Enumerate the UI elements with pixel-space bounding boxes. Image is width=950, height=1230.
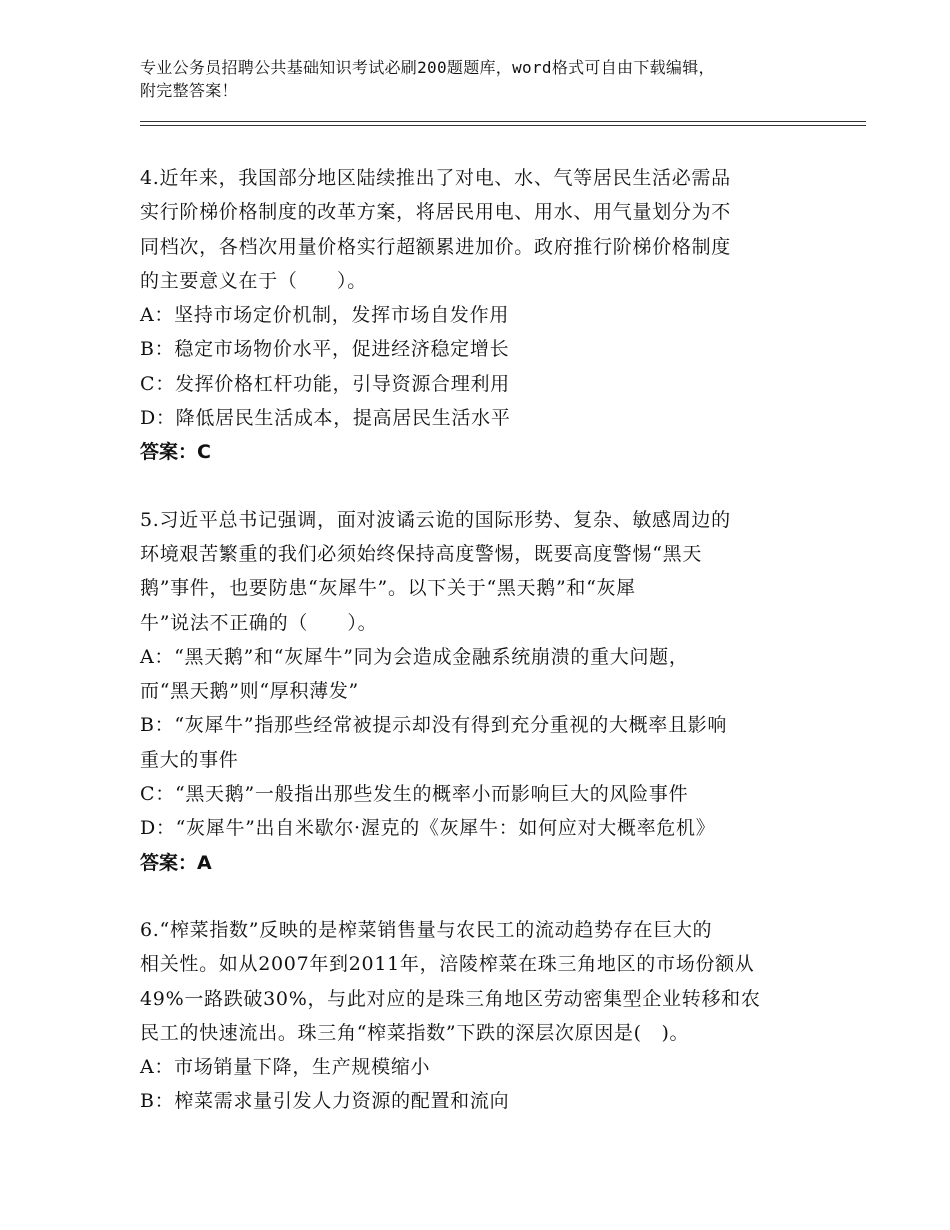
option-b bbox=[140, 708, 820, 777]
stem-line: 的主要意义在于（ ）。 bbox=[140, 269, 367, 292]
option-line: 而“黑天鹅”则“厚积薄发” bbox=[140, 680, 359, 703]
header-line: 附完整答案！ bbox=[140, 81, 238, 100]
stem-line: 牛”说法不正确的（ ）。 bbox=[140, 611, 378, 634]
option-b bbox=[140, 1084, 820, 1118]
option-line: A：市场销量下降，生产规模缩小 bbox=[140, 1056, 431, 1079]
question-list bbox=[140, 161, 820, 1152]
stem-line: 49%一路跌破30%，与此对应的是珠三角地区劳动密集型企业转移和农 bbox=[140, 987, 761, 1010]
header-divider bbox=[140, 121, 866, 122]
option-d bbox=[140, 811, 820, 845]
stem-line: 相关性。如从2007年到2011年，涪陵榨菜在珠三角地区的市场份额从 bbox=[140, 953, 755, 976]
option-line: C：发挥价格杠杆功能，引导资源合理利用 bbox=[140, 372, 510, 395]
option-line: C：“黑天鹅”一般指出那些发生的概率小而影响巨大的风险事件 bbox=[140, 783, 689, 806]
stem-line: 鹅”事件，也要防患“灰犀牛”。以下关于“黑天鹅”和“灰犀 bbox=[140, 577, 636, 600]
stem-line: 实行阶梯价格制度的改革方案，将居民用电、用水、用气量划分为不 bbox=[140, 201, 732, 224]
stem-line: 同档次，各档次用量价格实行超额累进加价。政府推行阶梯价格制度 bbox=[140, 235, 732, 258]
option-a bbox=[140, 1050, 820, 1084]
option-b bbox=[140, 332, 820, 366]
option-line: A：坚持市场定价机制，发挥市场自发作用 bbox=[140, 304, 510, 327]
option-line: B：榨菜需求量引发人力资源的配置和流向 bbox=[140, 1090, 510, 1113]
stem-line: 5.习近平总书记强调，面对波谲云诡的国际形势、复杂、敏感周边的 bbox=[140, 508, 731, 531]
option-c bbox=[140, 367, 820, 401]
option-line: D：“灰犀牛”出自米歇尔·渥克的《灰犀牛：如何应对大概率危机》 bbox=[140, 817, 716, 840]
header-line: 专业公务员招聘公共基础知识考试必刷200题题库，word格式可自由下载编辑， bbox=[140, 58, 715, 77]
option-line: B：稳定市场物价水平，促进经济稳定增长 bbox=[140, 338, 510, 361]
question-stem bbox=[140, 503, 820, 640]
option-d bbox=[140, 401, 820, 435]
option-line: A：“黑天鹅”和“灰犀牛”同为会造成金融系统崩溃的重大问题， bbox=[140, 645, 689, 668]
question-stem bbox=[140, 161, 820, 298]
option-line: D：降低居民生活成本，提高居民生活水平 bbox=[140, 407, 511, 430]
document-header bbox=[140, 56, 830, 102]
answer-line: 答案：C bbox=[140, 441, 211, 464]
header-divider bbox=[140, 125, 866, 126]
stem-line: 4.近年来，我国部分地区陆续推出了对电、水、气等居民生活必需品 bbox=[140, 167, 731, 189]
option-line: B：“灰犀牛”指那些经常被提示却没有得到充分重视的大概率且影响 bbox=[140, 714, 728, 737]
question-block bbox=[140, 161, 820, 470]
option-line: 重大的事件 bbox=[140, 748, 239, 771]
option-c bbox=[140, 777, 820, 811]
question-block bbox=[140, 913, 820, 1119]
answer-line: 答案：A bbox=[140, 851, 212, 874]
question-block bbox=[140, 503, 820, 880]
option-a bbox=[140, 640, 820, 709]
stem-line: 民工的快速流出。珠三角“榨菜指数”下跌的深层次原因是( )。 bbox=[140, 1021, 690, 1044]
question-stem bbox=[140, 913, 820, 1050]
stem-line: 环境艰苦繁重的我们必须始终保持高度警惕，既要高度警惕“黑天 bbox=[140, 542, 703, 565]
stem-line: 6.“榨菜指数”反映的是榨菜销售量与农民工的流动趋势存在巨大的 bbox=[140, 918, 713, 941]
option-a bbox=[140, 298, 820, 332]
